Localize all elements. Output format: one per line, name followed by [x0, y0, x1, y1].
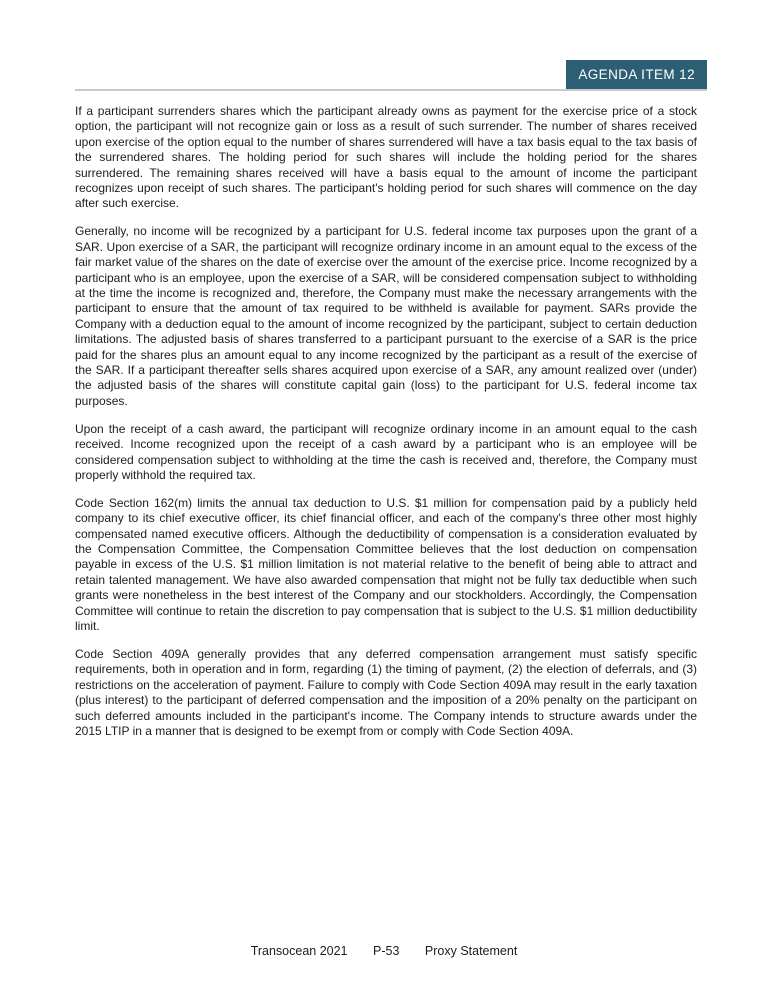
- agenda-item-badge: AGENDA ITEM 12: [566, 60, 707, 89]
- paragraph-sar-tax: Generally, no income will be recognized by a participant for U.S. federal income tax purposes upon the grant of a SAR. Upon exercise of a SAR, the participant will recognize ordinary income in an amount equal to the excess of the fair market value of the shares on the date of exercise over the amount of the exercise price. Income recognized by a participant who is an employee, upon the exercise of a SAR, will be considered compensation subject to withholding at the time the income is recognized and, therefore, the Company must make the necessary arrangements with the participant to ensure that the amount of tax required to be withheld is available for payment. SARs provide the Company with a deduction equal to the amount of income recognized by the participant, subject to certain deduction limitations. The adjusted basis of shares transferred to a participant pursuant to the exercise of a SAR is the price paid for the shares plus an amount equal to any income recognized by the participant as a result of the exercise of the SAR. If a participant thereafter sells shares acquired upon exercise of a SAR, any amount realized over (under) the adjusted basis of the shares will constitute capital gain (loss) to the participant for U.S. federal income tax purposes.: [75, 224, 697, 408]
- footer-brand: Transocean 2021: [250, 944, 348, 958]
- page-footer: [0, 944, 768, 958]
- page-header: [0, 0, 768, 92]
- paragraph-code-section-162m: Code Section 162(m) limits the annual tax deduction to U.S. $1 million for compensation paid by a publicly held company to its chief executive officer, its chief financial officer, and each of the company's three other most highly compensated named executive officers. Although the deductibility of compensation is a consideration evaluated by the Compensation Committee, the Compensation Committee believes that the lost deduction on compensation payable in excess of the U.S. $1 million limitation is not material relative to the benefit of being able to attract and retain talented management. We have also awarded compensation that might not be fully tax deductible when such grants were nonetheless in the best interest of the Company and our stockholders. Accordingly, the Compensation Committee will continue to retain the discretion to pay compensation that is subject to the U.S. $1 million deductibility limit.: [75, 495, 697, 634]
- footer-doc-label: Proxy Statement: [424, 944, 518, 958]
- paragraph-code-section-409a: Code Section 409A generally provides that any deferred compensation arrangement must satisfy specific requirements, both in operation and in form, regarding (1) the timing of payment, (2) the election of deferrals, and (3) restrictions on the acceleration of payment. Failure to comply with Code Section 409A may result in the early taxation (plus interest) to the participant of deferred compensation and the imposition of a 20% penalty on the participant on such deferred amounts included in the participant's income. The Company intends to structure awards under the 2015 LTIP in a manner that is designed to be exempt from or comply with Code Section 409A.: [75, 647, 697, 739]
- footer-page-number: P-53: [373, 944, 400, 958]
- paragraph-share-surrender: If a participant surrenders shares which the participant already owns as payment for the exercise price of a stock option, the participant will not recognize gain or loss as a result of such surrender. The number of shares received upon exercise of the option equal to the number of shares surrendered will have a tax basis equal to the tax basis of the surrendered shares. The holding period for such shares will include the holding period for the shares surrendered. The remaining shares received will have a basis equal to the amount of income the participant recognizes upon receipt of such shares. The participant's holding period for such shares will commence on the day after such exercise.: [75, 104, 697, 211]
- header-divider: [75, 89, 707, 91]
- paragraph-cash-award: Upon the receipt of a cash award, the participant will recognize ordinary income in an amount equal to the cash received. Income recognized upon the receipt of a cash award by a participant who is an employee will be considered compensation subject to withholding at the time the cash is received and, therefore, the Company must properly withhold the required tax.: [75, 421, 697, 482]
- body-text: [75, 104, 697, 752]
